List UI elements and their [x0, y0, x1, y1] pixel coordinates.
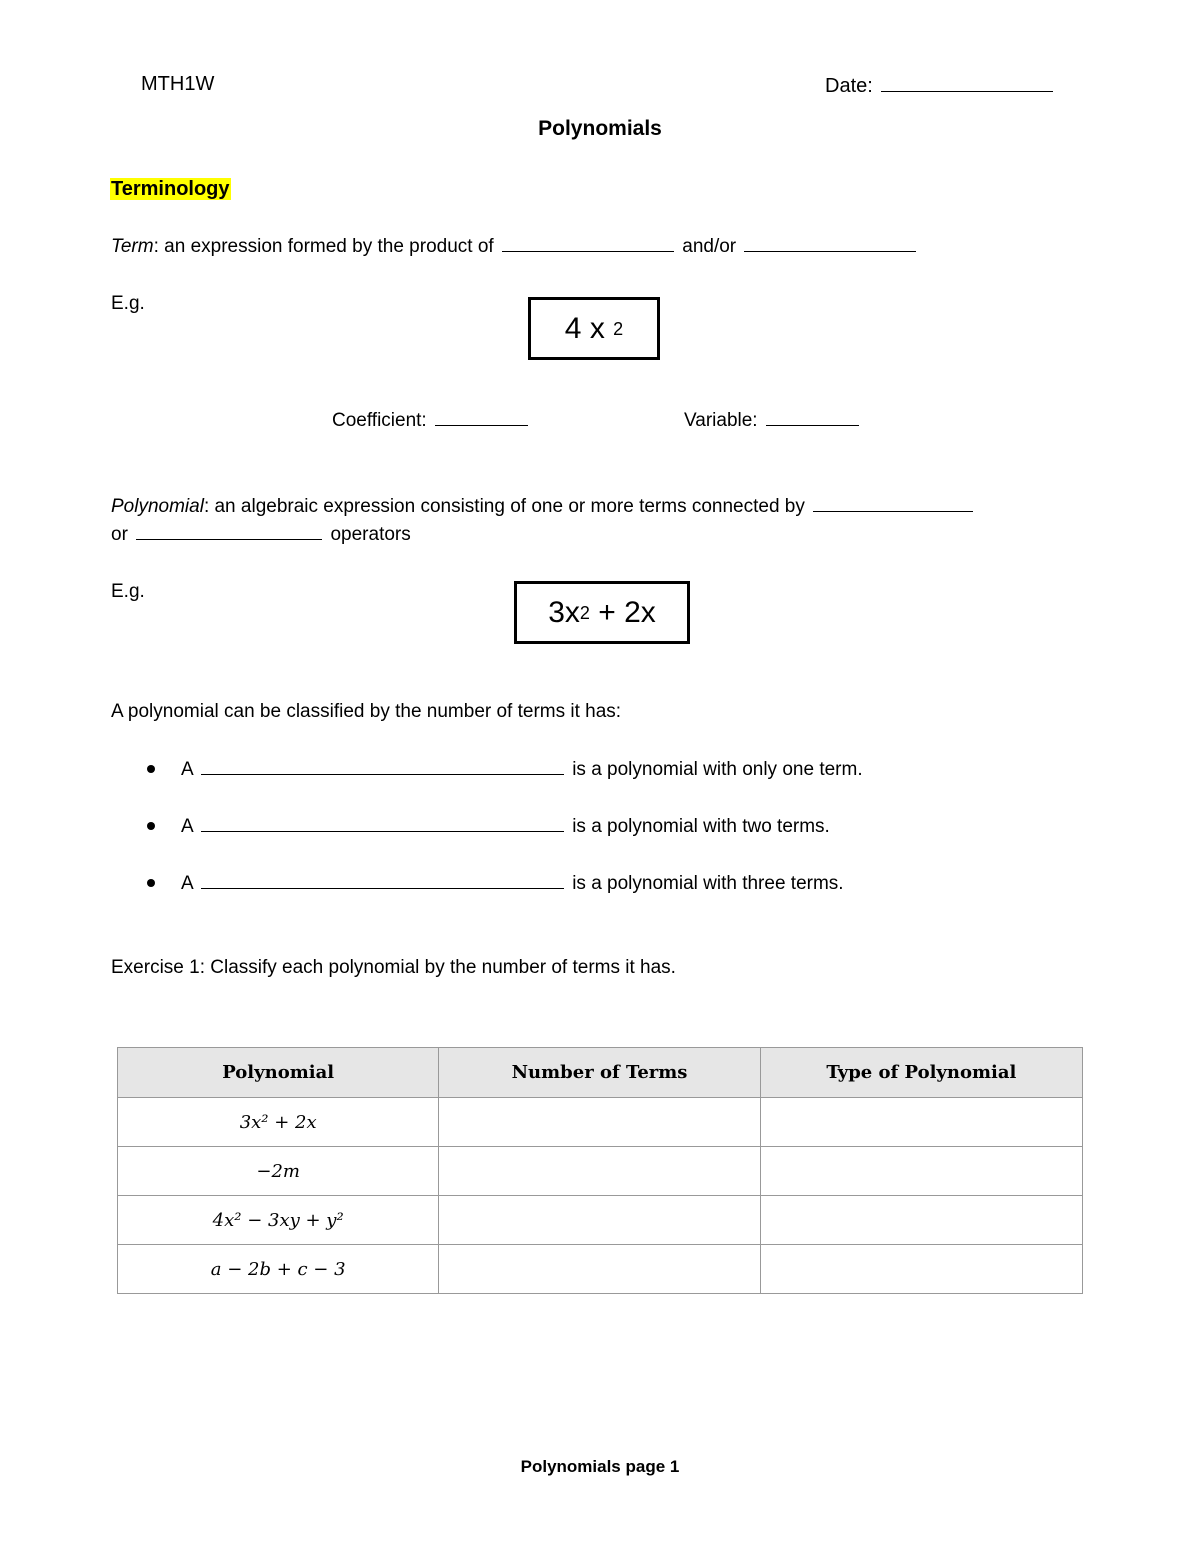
variable-field — [684, 407, 862, 433]
date-blank[interactable] — [881, 73, 1053, 92]
binomial-blank[interactable] — [201, 813, 564, 832]
polynomial-example-box: 3x 2 + 2x — [514, 581, 690, 644]
polynomial-example-b: + 2x — [589, 595, 656, 629]
bullet-binomial — [181, 813, 830, 839]
bullet-suffix: is a polynomial with three terms. — [572, 873, 844, 894]
term-definition — [111, 233, 919, 259]
polynomial-blank-1[interactable] — [813, 493, 973, 512]
polynomial-or: or — [111, 524, 128, 545]
number-of-terms-cell[interactable] — [439, 1245, 760, 1294]
polynomial-operators: operators — [330, 524, 411, 545]
bullet-dot — [147, 822, 155, 830]
type-cell[interactable] — [760, 1147, 1082, 1196]
terminology-heading — [110, 177, 231, 201]
polynomial-definition-line2 — [111, 521, 411, 547]
table-row — [118, 1147, 1083, 1196]
bullet-suffix: is a polynomial with only one term. — [572, 759, 863, 780]
term-label: Term — [111, 236, 154, 257]
exercise-instructions: Exercise 1: Classify each polynomial by the number of terms it has. — [111, 957, 676, 978]
table-row — [118, 1098, 1083, 1147]
trinomial-blank[interactable] — [201, 870, 564, 889]
term-example-base: 4 x — [564, 311, 605, 345]
polynomial-cell: 3x² + 2x — [118, 1098, 439, 1147]
bullet-prefix: A — [181, 759, 193, 780]
polynomial-label: Polynomial — [111, 496, 204, 517]
bullet-trinomial — [181, 870, 844, 896]
bullet-dot — [147, 879, 155, 887]
coefficient-field — [332, 407, 531, 433]
table-row — [118, 1245, 1083, 1294]
polynomial-definition-text: : an algebraic expression consisting of one or more terms connected by — [203, 496, 805, 517]
type-cell[interactable] — [760, 1098, 1082, 1147]
variable-label: Variable: — [684, 410, 758, 431]
bullet-suffix: is a polynomial with two terms. — [572, 816, 830, 837]
eg-label-1: E.g. — [111, 293, 145, 314]
course-code: MTH1W — [141, 73, 215, 95]
header-polynomial: Polynomial — [118, 1048, 439, 1098]
bullet-prefix: A — [181, 816, 193, 837]
header-number-of-terms: Number of Terms — [439, 1048, 760, 1098]
monomial-blank[interactable] — [201, 756, 564, 775]
variable-blank[interactable] — [766, 407, 859, 426]
type-cell[interactable] — [760, 1245, 1082, 1294]
coefficient-blank[interactable] — [435, 407, 528, 426]
term-conjunction: and/or — [682, 236, 737, 257]
type-cell[interactable] — [760, 1196, 1082, 1245]
bullet-prefix: A — [181, 873, 193, 894]
header-type-of-polynomial: Type of Polynomial — [760, 1048, 1082, 1098]
coefficient-label: Coefficient: — [332, 410, 427, 431]
polynomial-definition — [111, 493, 976, 519]
table-header-row — [118, 1048, 1083, 1098]
polynomial-cell: a − 2b + c − 3 — [118, 1245, 439, 1294]
number-of-terms-cell[interactable] — [439, 1098, 760, 1147]
page-title: Polynomials — [538, 117, 662, 140]
polynomial-example-a: 3x — [548, 595, 580, 629]
term-blank-2[interactable] — [744, 233, 916, 252]
number-of-terms-cell[interactable] — [439, 1147, 760, 1196]
eg-label-2: E.g. — [111, 581, 145, 602]
bullet-dot — [147, 765, 155, 773]
polynomial-cell: 4x² − 3xy + y² — [118, 1196, 439, 1245]
polynomial-blank-2[interactable] — [136, 521, 322, 540]
terminology-highlight: Terminology — [111, 178, 230, 200]
term-example-box: 4 x 2 — [528, 297, 660, 360]
date-field — [825, 73, 1056, 98]
number-of-terms-cell[interactable] — [439, 1196, 760, 1245]
table-row — [118, 1196, 1083, 1245]
polynomial-cell: −2m — [118, 1147, 439, 1196]
page-footer: Polynomials page 1 — [520, 1457, 680, 1476]
bullet-monomial — [181, 756, 863, 782]
date-label: Date: — [825, 75, 873, 97]
exercise-table — [117, 1047, 1083, 1294]
classify-intro: A polynomial can be classified by the number of terms it has: — [111, 701, 622, 722]
term-definition-text: : an expression formed by the product of — [153, 236, 494, 257]
term-blank-1[interactable] — [502, 233, 674, 252]
